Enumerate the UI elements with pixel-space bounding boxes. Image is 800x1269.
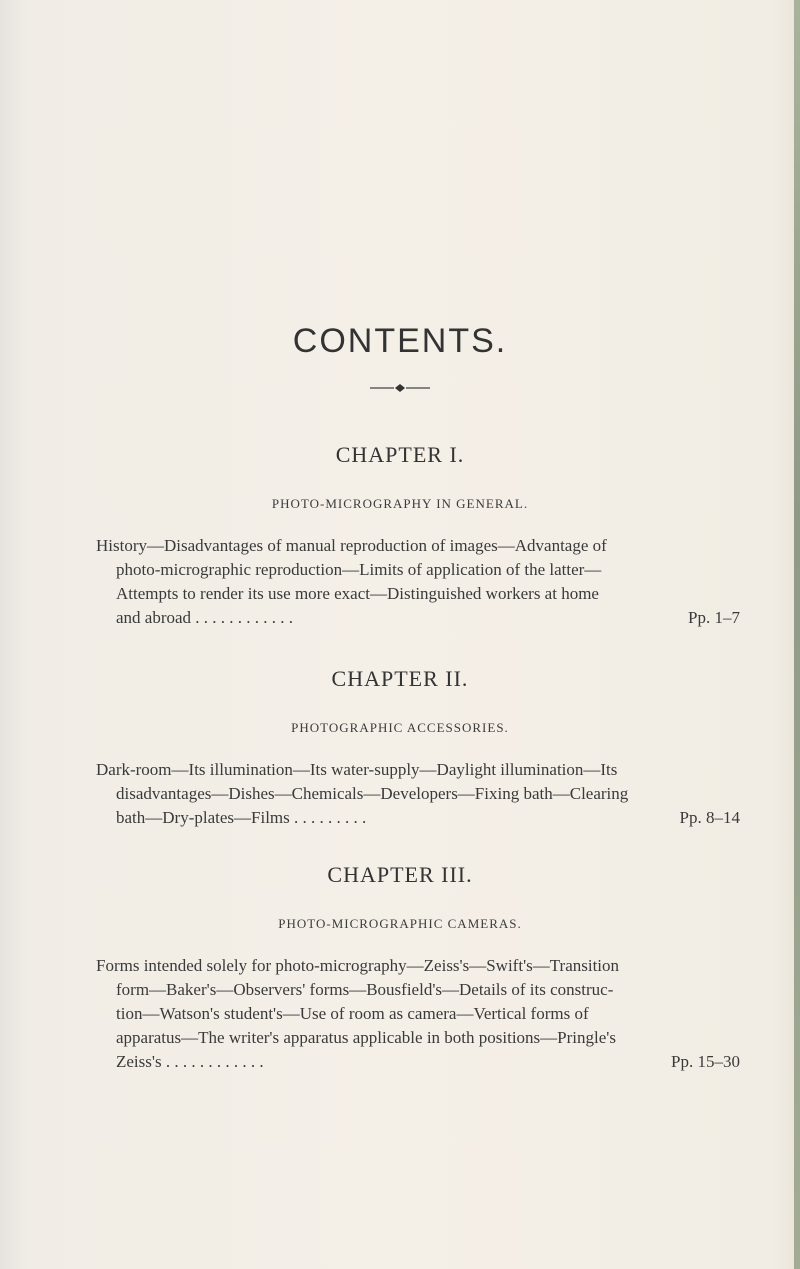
summary-line: tion—Watson's student's—Use of room as camera—Vertical forms of: [116, 1004, 589, 1023]
summary-line-text: bath—Dry-plates—Films . . . . . . . . .: [116, 808, 367, 827]
chapter-summary: [0, 534, 740, 630]
summary-line: Dark-room—Its illumination—Its water-supply—Daylight illumination—Its: [96, 760, 618, 779]
summary-line: apparatus—The writer's apparatus applicable in both positions—Pringle's: [116, 1028, 616, 1047]
chapter-heading: CHAPTER II.: [331, 666, 469, 691]
page-range: Pp. 15–30: [671, 1052, 740, 1071]
summary-line: photo-micrographic reproduction—Limits of application of the latter—: [116, 560, 602, 579]
summary-line-text: Zeiss's . . . . . . . . . . . .: [116, 1052, 264, 1071]
chapter-heading: CHAPTER III.: [327, 862, 473, 887]
ornament-divider: [368, 382, 432, 394]
chapter-2: [0, 666, 800, 830]
summary-last-line: [96, 606, 740, 630]
page-range: Pp. 1–7: [688, 608, 740, 627]
summary-last-line: [96, 806, 740, 830]
chapter-summary: [0, 954, 740, 1074]
summary-line-text: and abroad . . . . . . . . . . . .: [116, 608, 294, 627]
summary-line: form—Baker's—Observers' forms—Bousfield's—Details of its construc-: [116, 980, 614, 999]
page-title: CONTENTS.: [292, 322, 508, 360]
page-range: Pp. 8–14: [679, 808, 740, 827]
summary-line: History—Disadvantages of manual reproduction of images—Advantage of: [96, 536, 607, 555]
summary-last-line: [96, 1050, 740, 1074]
summary-line: disadvantages—Dishes—Chemicals—Developers—Fixing bath—Clearing: [116, 784, 629, 803]
chapter-summary: [0, 758, 740, 830]
summary-line: Attempts to render its use more exact—Distinguished workers at home: [116, 584, 599, 603]
chapter-3: [0, 862, 800, 1074]
chapter-1: [0, 442, 800, 630]
chapter-heading: CHAPTER I.: [335, 442, 465, 467]
page-edge: [794, 0, 800, 1269]
chapter-subject: PHOTO-MICROGRAPHY IN GENERAL.: [271, 496, 529, 511]
chapter-subject: PHOTO-MICROGRAPHIC CAMERAS.: [278, 916, 522, 931]
chapter-subject: PHOTOGRAPHIC ACCESSORIES.: [291, 720, 509, 735]
summary-line: Forms intended solely for photo-micrography—Zeiss's—Swift's—Transition: [96, 956, 620, 975]
